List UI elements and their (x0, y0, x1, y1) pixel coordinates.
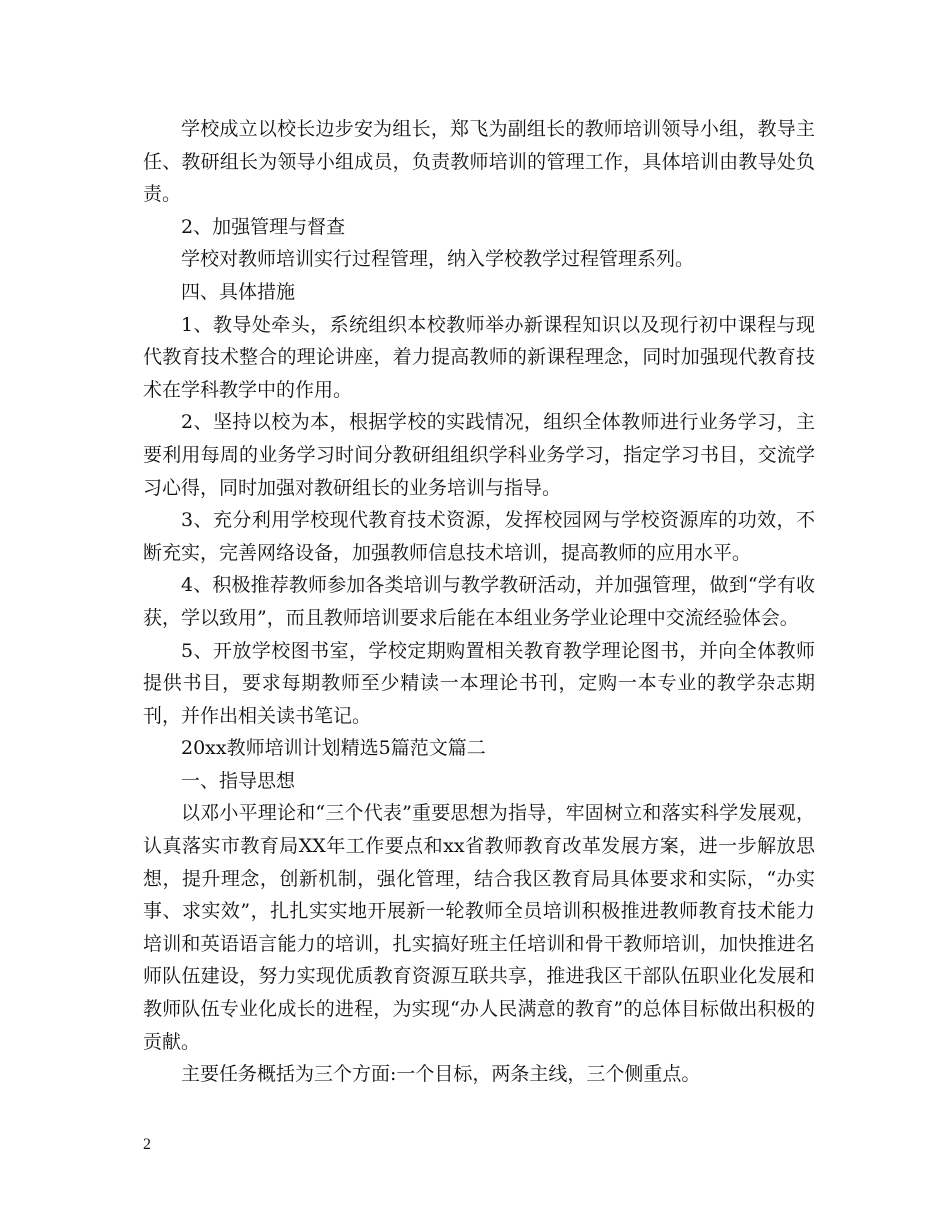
paragraph-process-management: 学校对教师培训实行过程管理，纳入学校教学过程管理系列。 (181, 248, 695, 271)
heading-specific-measures: 四、具体措施 (181, 280, 296, 303)
document-body (143, 113, 815, 1091)
paragraph-guiding-ideology: 以邓小平理论和“三个代表”重要思想为指导，牢固树立和落实科学发展观，认真落实市教育局XX年工作要点和xx省教师教育改革发展方案，进一步解放思想，提升理念，创新机制，强化管理，结合我区教育局具体要求和实际，“办实事、求实效”，扎扎实实地开展新一轮教师全员培训积极推进教师教育技术能力培训和英语语言能力的培训，扎实搞好班主任培训和骨干教师培训，加快推进名师队伍建设，努力实现优质教育资源互联共享，推进我区干部队伍职业化发展和教师队伍专业化成长的进程，为实现“办人民满意的教育”的总体目标做出积极的贡献。 (143, 802, 815, 1053)
paragraph-leadership-group: 学校成立以校长边步安为组长，郑飞为副组长的教师培训领导小组，教导主任、教研组长为领导小组成员，负责教师培训的管理工作，具体培训由教导处负责。 (143, 118, 815, 206)
paragraph-measure-2: 2、坚持以校为本，根据学校的实践情况，组织全体教师进行业务学习，主要利用每周的业务学习时间分教研组组织学科业务学习，指定学习书目，交流学习心得，同时加强对教研组长的业务培训与指导。 (143, 411, 815, 499)
paragraph-measure-3: 3、充分利用学校现代教育技术资源，发挥校园网与学校资源库的功效，不断充实，完善网络设备，加强教师信息技术培训，提高教师的应用水平。 (143, 509, 815, 564)
heading-guiding-ideology: 一、指导思想 (181, 769, 296, 792)
paragraph-measure-4: 4、积极推荐教师参加各类培训与教学教研活动，并加强管理，做到“学有收获，学以致用”，而且教师培训要求后能在本组业务学业论理中交流经验体会。 (143, 574, 815, 629)
paragraph-measure-5: 5、开放学校图书室，学校定期购置相关教育教学理论图书，并向全体教师提供书目，要求每期教师至少精读一本理论书刊，定购一本专业的教学杂志期刊，并作出相关读书笔记。 (143, 639, 815, 727)
paragraph-measure-1: 1、教导处牵头，系统组织本校教师举办新课程知识以及现行初中课程与现代教育技术整合的理论讲座，着力提高教师的新课程理念，同时加强现代教育技术在学科教学中的作用。 (143, 313, 815, 401)
page-number: 2 (143, 1136, 151, 1153)
section-title-part-two: 20xx教师培训计划精选5篇范文篇二 (181, 737, 486, 760)
heading-management-supervision: 2、加强管理与督查 (181, 215, 346, 238)
paragraph-main-tasks: 主要任务概括为三个方面:一个目标，两条主线，三个侧重点。 (181, 1063, 701, 1086)
